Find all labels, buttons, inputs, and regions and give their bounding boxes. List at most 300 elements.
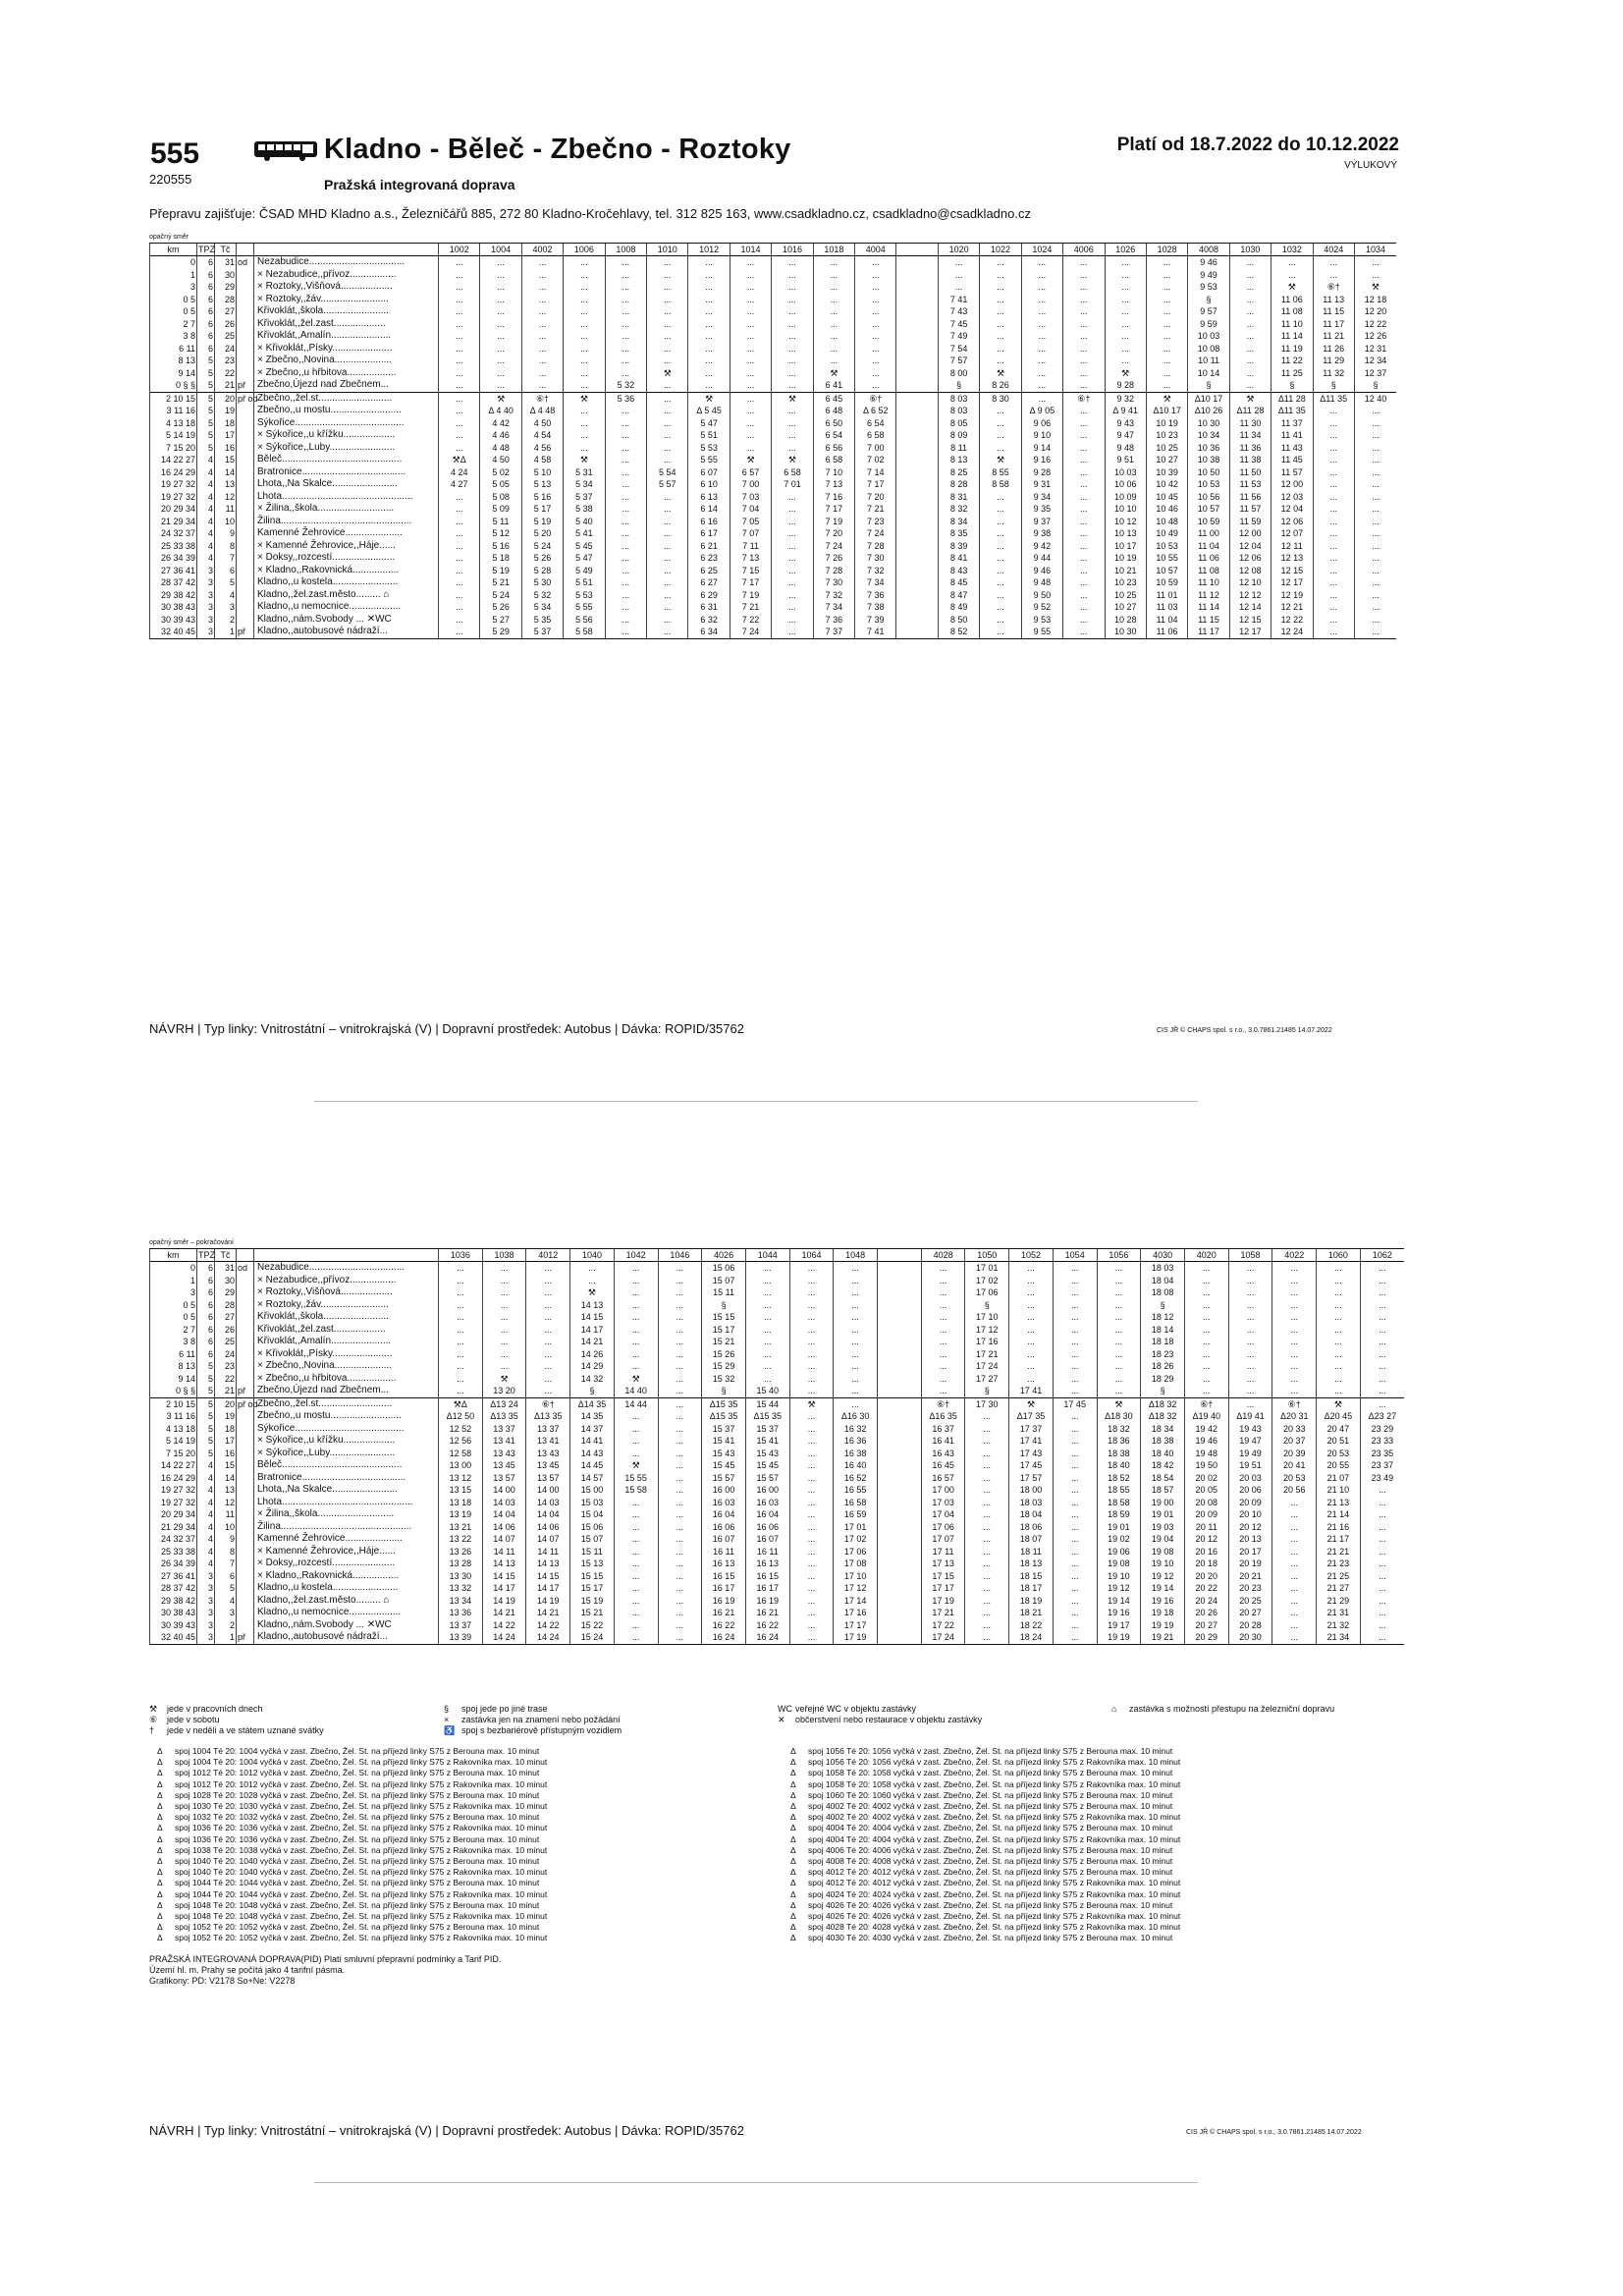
timetable-row <box>150 1448 1405 1460</box>
time-cell: 12 40 <box>1354 392 1396 405</box>
time-cell: 23 49 <box>1360 1472 1404 1485</box>
time-cell: ... <box>980 355 1021 367</box>
time-cell: 17 12 <box>834 1582 878 1595</box>
time-cell: ... <box>1053 1508 1097 1521</box>
timetable-row <box>150 626 1397 638</box>
time-cell <box>878 1619 922 1632</box>
stop-tc: 14 <box>215 466 237 479</box>
time-cell: 7 01 <box>772 478 813 491</box>
time-cell: ... <box>813 269 854 282</box>
time-cell: 17 30 <box>965 1397 1009 1410</box>
time-cell: ... <box>688 305 730 318</box>
stop-tc: 8 <box>215 540 237 553</box>
time-cell: ... <box>789 1448 834 1460</box>
time-cell: ... <box>480 269 521 282</box>
triangle-icon: Δ <box>157 1911 163 1922</box>
time-cell: § <box>1354 379 1396 392</box>
time-cell: ... <box>658 1472 702 1485</box>
note-line <box>157 1856 746 1867</box>
time-cell: ... <box>658 1508 702 1521</box>
stop-tc: 11 <box>215 1508 237 1521</box>
time-cell: ... <box>1272 1582 1317 1595</box>
time-cell: 15 11 <box>570 1546 615 1558</box>
time-cell: ... <box>1313 552 1354 565</box>
stop-fl <box>237 466 254 479</box>
time-cell: ... <box>439 516 480 528</box>
time-cell: Δ15 35 <box>702 1397 746 1410</box>
note-line <box>790 1834 1399 1845</box>
time-cell: 15 22 <box>570 1619 615 1632</box>
stop-fl <box>237 527 254 540</box>
stop-tpz: 4 <box>197 478 215 491</box>
legend-text: zastávka jen na znamení nebo požádání <box>461 1715 621 1724</box>
stop-km: 14 22 27 <box>150 1459 197 1472</box>
triangle-icon: Δ <box>157 1833 163 1844</box>
note-line <box>157 1812 746 1823</box>
timetable-row <box>150 305 1397 318</box>
time-cell: 4 56 <box>521 442 563 455</box>
trip-number: 1038 <box>482 1249 526 1262</box>
stop-name: × Kladno,,Rakovnická................. <box>254 565 439 577</box>
time-cell: ... <box>789 1324 834 1337</box>
time-cell: ... <box>605 330 646 343</box>
time-cell: ... <box>834 1311 878 1324</box>
time-cell: 18 18 <box>1141 1336 1185 1348</box>
legend-symbol-icon: × <box>444 1715 450 1724</box>
time-cell: ... <box>658 1619 702 1632</box>
time-cell: 16 13 <box>702 1558 746 1570</box>
time-cell: 8 58 <box>980 478 1021 491</box>
stop-km: 0 <box>150 256 197 269</box>
time-cell: § <box>965 1299 1009 1312</box>
pid-note <box>149 1954 501 1987</box>
time-cell: ⚒ <box>980 454 1021 466</box>
note-text: spoj 4030 Té 20: 4030 vyčká v zast. Zbečno, Žel. St. na příjezd linky S75 z Berouna max. 10 minut <box>808 1933 1173 1943</box>
time-cell: ... <box>647 491 688 504</box>
time-cell: 20 39 <box>1272 1448 1317 1460</box>
time-cell: 15 37 <box>702 1423 746 1436</box>
stop-tpz: 3 <box>197 1631 215 1644</box>
time-cell: ... <box>1105 305 1146 318</box>
time-cell: ... <box>647 392 688 405</box>
stop-fl <box>237 1521 254 1534</box>
time-cell: ... <box>965 1448 1009 1460</box>
time-cell: 12 15 <box>1229 614 1271 627</box>
time-cell: ... <box>658 1459 702 1472</box>
time-cell: 20 09 <box>1228 1497 1272 1509</box>
time-cell: 8 11 <box>938 442 979 455</box>
time-cell: ... <box>647 417 688 430</box>
stop-name: Kamenné Žehrovice..................... <box>254 527 439 540</box>
stop-name: × Roztoky,,žáv......................... <box>254 1299 439 1312</box>
trip-number: 1020 <box>938 244 979 256</box>
time-cell: ... <box>1313 429 1354 442</box>
time-cell: ... <box>1317 1299 1361 1312</box>
triangle-icon: Δ <box>790 1801 796 1812</box>
time-cell <box>878 1397 922 1410</box>
note-line <box>157 1790 746 1801</box>
time-cell: ⚒Δ <box>439 1397 483 1410</box>
time-cell: 19 00 <box>1141 1497 1185 1509</box>
time-cell: Δ23 27 <box>1360 1410 1404 1423</box>
time-cell: 19 08 <box>1097 1558 1141 1570</box>
time-cell: ... <box>1360 1360 1404 1373</box>
time-cell: ... <box>745 1299 789 1312</box>
stop-km: 3 <box>150 1286 197 1299</box>
stop-tpz: 5 <box>197 1385 215 1397</box>
time-cell: 7 30 <box>813 576 854 589</box>
stop-km: 8 13 <box>150 355 197 367</box>
time-cell: ... <box>605 503 646 516</box>
legend-symbol-icon: ⌂ <box>1111 1704 1117 1714</box>
time-cell: 6 25 <box>688 565 730 577</box>
time-cell: ... <box>1360 1336 1404 1348</box>
time-cell: ... <box>980 294 1021 306</box>
stop-km: 2 10 15 <box>150 392 197 405</box>
time-cell: 10 46 <box>1146 503 1187 516</box>
time-cell: ⑥† <box>1272 1397 1317 1410</box>
note-line <box>157 1867 746 1878</box>
time-cell: ... <box>526 1324 570 1337</box>
time-cell: ... <box>658 1435 702 1448</box>
time-cell: 16 00 <box>745 1484 789 1497</box>
trip-number: 4004 <box>855 244 896 256</box>
time-cell: ... <box>789 1435 834 1448</box>
time-cell: 7 20 <box>813 527 854 540</box>
time-cell: 14 15 <box>482 1570 526 1583</box>
trip-number: 1006 <box>564 244 605 256</box>
time-cell: 15 55 <box>614 1472 658 1485</box>
time-cell: ... <box>1313 614 1354 627</box>
time-cell: 19 21 <box>1141 1631 1185 1644</box>
time-cell: ... <box>614 1275 658 1287</box>
time-cell <box>896 355 938 367</box>
time-cell: ... <box>614 1607 658 1619</box>
time-cell: ... <box>526 1360 570 1373</box>
trip-number: 1048 <box>834 1249 878 1262</box>
time-cell: 11 17 <box>1313 318 1354 331</box>
time-cell <box>896 269 938 282</box>
time-cell: Δ19 41 <box>1228 1410 1272 1423</box>
time-cell: ... <box>1354 429 1396 442</box>
time-cell: ⚒ <box>1229 392 1271 405</box>
time-cell: ... <box>980 442 1021 455</box>
time-cell: ... <box>834 1373 878 1386</box>
time-cell: 19 08 <box>1141 1546 1185 1558</box>
time-cell: Δ 9 41 <box>1105 405 1146 417</box>
time-cell: ... <box>1229 305 1271 318</box>
stop-km: 5 14 19 <box>150 1435 197 1448</box>
stop-tpz: 6 <box>197 343 215 355</box>
time-cell: 6 41 <box>813 379 854 392</box>
time-cell: 12 20 <box>1354 305 1396 318</box>
time-cell: ... <box>772 540 813 553</box>
time-cell: ... <box>772 405 813 417</box>
legend-item <box>444 1715 738 1725</box>
time-cell <box>896 367 938 380</box>
time-cell: Δ11 35 <box>1271 405 1313 417</box>
time-cell: ... <box>605 589 646 602</box>
time-cell: 15 17 <box>570 1582 615 1595</box>
time-cell: 15 57 <box>702 1472 746 1485</box>
time-cell: ... <box>1272 1299 1317 1312</box>
time-cell: 10 11 <box>1188 355 1229 367</box>
time-cell: 8 43 <box>938 565 979 577</box>
time-cell: ... <box>1272 1570 1317 1583</box>
time-cell: 17 12 <box>965 1324 1009 1337</box>
time-cell <box>896 305 938 318</box>
time-cell: ... <box>480 343 521 355</box>
triangle-icon: Δ <box>157 1746 163 1756</box>
time-cell: 17 37 <box>1009 1423 1054 1436</box>
time-cell: 9 50 <box>1021 589 1062 602</box>
stop-tc: 4 <box>215 1595 237 1608</box>
triangle-icon: Δ <box>790 1789 796 1800</box>
stop-name: × Nezabudice,,přívoz................. <box>254 269 439 282</box>
time-cell: 16 58 <box>834 1497 878 1509</box>
stop-tc: 27 <box>215 305 237 318</box>
time-cell <box>896 552 938 565</box>
time-cell: 17 43 <box>1009 1448 1054 1460</box>
stop-tc: 24 <box>215 343 237 355</box>
stop-tc: 6 <box>215 565 237 577</box>
time-cell: ... <box>772 367 813 380</box>
time-cell: ... <box>1063 552 1105 565</box>
time-cell: ... <box>1313 540 1354 553</box>
time-cell: ... <box>439 417 480 430</box>
stop-tc: 17 <box>215 1435 237 1448</box>
time-cell: ⚒ <box>1354 281 1396 294</box>
time-cell: ... <box>480 294 521 306</box>
time-cell: 17 41 <box>1009 1385 1054 1397</box>
stop-name: × Žilina,,škola............................ <box>254 503 439 516</box>
time-cell: ... <box>526 1385 570 1397</box>
time-cell: 10 30 <box>1188 417 1229 430</box>
time-cell: ... <box>1354 442 1396 455</box>
timetable-row <box>150 1286 1405 1299</box>
stop-tc: 25 <box>215 330 237 343</box>
time-cell: ... <box>439 281 480 294</box>
time-cell: ... <box>1313 626 1354 638</box>
time-cell: 14 37 <box>570 1423 615 1436</box>
triangle-icon: Δ <box>157 1888 163 1899</box>
stop-name: Kladno,,nám.Svobody ... ✕WC <box>254 1619 439 1632</box>
time-cell: ... <box>439 1336 483 1348</box>
time-cell: 20 23 <box>1228 1582 1272 1595</box>
time-cell: ... <box>605 626 646 638</box>
time-cell: 5 13 <box>521 478 563 491</box>
time-cell: 16 57 <box>921 1472 965 1485</box>
timetable-row <box>150 1360 1405 1373</box>
trip-number: 1062 <box>1360 1249 1404 1262</box>
time-cell: ... <box>439 540 480 553</box>
time-cell: ... <box>605 576 646 589</box>
time-cell: ... <box>1313 417 1354 430</box>
time-cell: 13 43 <box>482 1448 526 1460</box>
time-cell: ... <box>1229 379 1271 392</box>
time-cell: ... <box>647 256 688 269</box>
time-cell: ... <box>647 343 688 355</box>
time-cell: ... <box>647 576 688 589</box>
time-cell: ... <box>730 367 771 380</box>
stop-fl: od <box>237 256 254 269</box>
stop-tpz: 4 <box>197 503 215 516</box>
time-cell: ... <box>789 1558 834 1570</box>
time-cell: ... <box>480 318 521 331</box>
time-cell: ... <box>1228 1299 1272 1312</box>
time-cell: ... <box>1146 305 1187 318</box>
time-cell: 9 59 <box>1188 318 1229 331</box>
time-cell: ... <box>772 503 813 516</box>
time-cell: ... <box>772 626 813 638</box>
time-cell: 17 24 <box>965 1360 1009 1373</box>
time-cell: 18 22 <box>1009 1619 1054 1632</box>
stop-tpz: 4 <box>197 1497 215 1509</box>
time-cell: ... <box>980 269 1021 282</box>
time-cell: ... <box>1063 429 1105 442</box>
time-cell: 18 08 <box>1141 1286 1185 1299</box>
time-cell: ... <box>772 442 813 455</box>
time-cell: ... <box>921 1286 965 1299</box>
time-cell: Δ11 35 <box>1313 392 1354 405</box>
time-cell: 10 57 <box>1146 565 1187 577</box>
time-cell: ... <box>1053 1619 1097 1632</box>
time-cell: 15 00 <box>570 1484 615 1497</box>
time-cell: ... <box>834 1275 878 1287</box>
time-cell: 17 21 <box>921 1607 965 1619</box>
legend-item <box>149 1704 444 1715</box>
triangle-icon: Δ <box>157 1899 163 1910</box>
timetable-row <box>150 454 1397 466</box>
time-cell: ... <box>564 305 605 318</box>
time-cell: 8 35 <box>938 527 979 540</box>
time-cell: 16 03 <box>702 1497 746 1509</box>
time-cell: ... <box>647 589 688 602</box>
time-cell: 21 29 <box>1317 1595 1361 1608</box>
time-cell <box>878 1607 922 1619</box>
time-cell: ... <box>1272 1521 1317 1534</box>
stop-tpz: 5 <box>197 1448 215 1460</box>
time-cell: 12 11 <box>1271 540 1313 553</box>
time-cell: 14 03 <box>482 1497 526 1509</box>
time-cell: ... <box>1021 294 1062 306</box>
triangle-icon: Δ <box>157 1801 163 1812</box>
time-cell: 20 12 <box>1228 1521 1272 1534</box>
time-cell: ... <box>1097 1360 1141 1373</box>
triangle-icon: Δ <box>157 1856 163 1867</box>
time-cell: 15 29 <box>702 1360 746 1373</box>
time-cell: 16 24 <box>745 1631 789 1644</box>
time-cell: ... <box>647 565 688 577</box>
time-cell: ... <box>480 379 521 392</box>
time-cell: ... <box>521 367 563 380</box>
note-line <box>157 1779 746 1790</box>
time-cell: 21 25 <box>1317 1570 1361 1583</box>
time-cell: ... <box>605 318 646 331</box>
time-cell: ... <box>938 281 979 294</box>
stop-km: 2 10 15 <box>150 1397 197 1410</box>
stop-fl <box>237 1558 254 1570</box>
time-cell: 16 19 <box>702 1595 746 1608</box>
time-cell: 14 17 <box>482 1582 526 1595</box>
time-cell: ... <box>1271 269 1313 282</box>
time-cell: ... <box>980 405 1021 417</box>
time-cell: ... <box>1360 1582 1404 1595</box>
time-cell: ... <box>647 552 688 565</box>
stop-tpz: 4 <box>197 1533 215 1546</box>
triangle-icon: Δ <box>790 1856 796 1867</box>
time-cell: ... <box>1272 1311 1317 1324</box>
time-cell: ... <box>439 626 480 638</box>
stop-fl <box>237 1459 254 1472</box>
time-cell: 14 03 <box>526 1497 570 1509</box>
time-cell: ... <box>921 1311 965 1324</box>
timetable-row <box>150 466 1397 479</box>
time-cell: 13 22 <box>439 1533 483 1546</box>
time-cell: ... <box>834 1397 878 1410</box>
time-cell: 10 25 <box>1146 442 1187 455</box>
time-cell: ... <box>965 1472 1009 1485</box>
time-cell: ... <box>1053 1385 1097 1397</box>
triangle-icon: Δ <box>790 1867 796 1878</box>
time-cell: 17 11 <box>921 1546 965 1558</box>
time-cell: 9 28 <box>1021 466 1062 479</box>
time-cell: 10 19 <box>1105 552 1146 565</box>
fl-header <box>237 1249 254 1262</box>
stop-fl <box>237 367 254 380</box>
time-cell: 16 41 <box>921 1435 965 1448</box>
time-cell: ⚒ <box>614 1459 658 1472</box>
time-cell: ... <box>614 1533 658 1546</box>
time-cell: ... <box>1053 1448 1097 1460</box>
stop-fl <box>237 355 254 367</box>
stop-name: Křivoklát,,žel.zast................... <box>254 1324 439 1337</box>
time-cell: 7 34 <box>855 576 896 589</box>
note-text: spoj 4004 Té 20: 4004 vyčká v zast. Zbečno, Žel. St. na příjezd linky S75 z Rakovníka max. 10 minut <box>808 1833 1181 1844</box>
time-cell: 12 24 <box>1271 626 1313 638</box>
time-cell: 17 45 <box>1053 1397 1097 1410</box>
time-cell: ... <box>813 256 854 269</box>
time-cell: ... <box>1228 1385 1272 1397</box>
time-cell: ... <box>521 355 563 367</box>
time-cell: ... <box>1354 576 1396 589</box>
time-cell: 17 41 <box>1009 1435 1054 1448</box>
time-cell: ... <box>1097 1311 1141 1324</box>
stop-name: Kladno,,nám.Svobody ... ✕WC <box>254 614 439 627</box>
time-cell: ... <box>1272 1533 1317 1546</box>
time-cell: Δ17 35 <box>1009 1410 1054 1423</box>
time-cell: 13 45 <box>482 1459 526 1472</box>
time-cell: ... <box>1272 1360 1317 1373</box>
time-cell: 16 06 <box>745 1521 789 1534</box>
time-cell: ... <box>1063 491 1105 504</box>
time-cell: ... <box>789 1373 834 1386</box>
time-cell: 23 37 <box>1360 1459 1404 1472</box>
time-cell: ... <box>1053 1558 1097 1570</box>
time-cell: 17 19 <box>834 1631 878 1644</box>
time-cell: 13 26 <box>439 1546 483 1558</box>
time-cell: 5 32 <box>521 589 563 602</box>
time-cell: ... <box>658 1607 702 1619</box>
time-cell: ... <box>980 626 1021 638</box>
note-line <box>790 1790 1399 1801</box>
time-cell: ... <box>658 1385 702 1397</box>
time-cell: ... <box>1021 367 1062 380</box>
note-text: spoj 4006 Té 20: 4006 vyčká v zast. Zbečno, Žel. St. na příjezd linky S75 z Berouna max. 10 minut <box>808 1844 1173 1855</box>
validity-note: VÝLUKOVÝ <box>1344 160 1397 171</box>
time-cell: 20 17 <box>1228 1546 1272 1558</box>
time-cell: ... <box>1063 343 1105 355</box>
